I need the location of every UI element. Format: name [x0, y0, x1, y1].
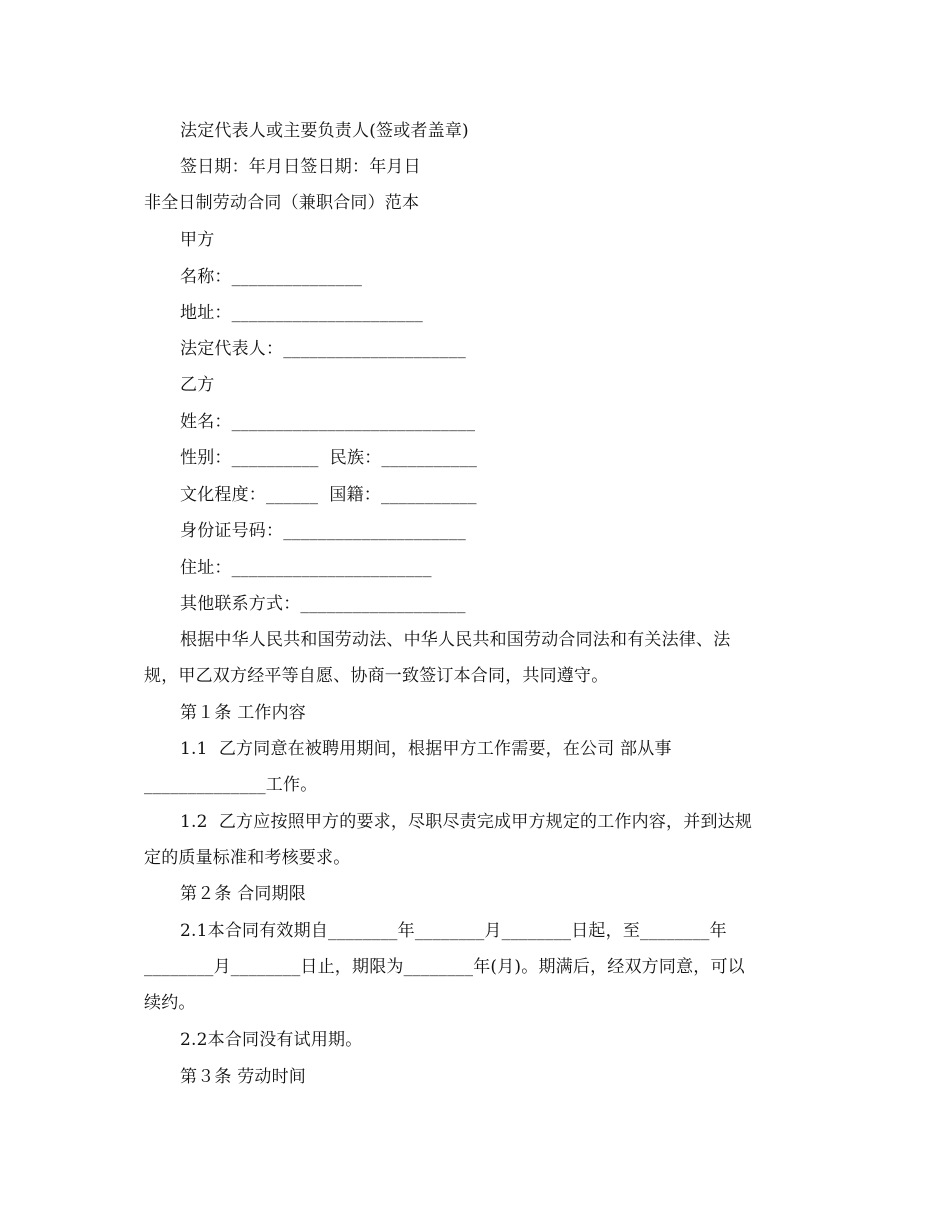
preamble-line-2: 规，甲乙双方经平等自愿、协商一致签订本合同，共同遵守。 [144, 666, 609, 686]
clause-1-2-line-1: 1.2 乙方应按照甲方的要求，尽职尽责完成甲方规定的工作内容，并到达规 [180, 812, 753, 832]
party-b-contact-field: 其他联系方式：___________________ [180, 594, 466, 614]
article-2-heading: 第２条 合同期限 [180, 884, 307, 904]
signature-date-line: 签日期：年月日签日期：年月日 [180, 157, 421, 177]
party-a-heading: 甲方 [180, 230, 215, 250]
clause-2-2: 2.2本合同没有试用期。 [180, 1030, 363, 1050]
party-b-id-number-field: 身份证号码：_____________________ [180, 521, 466, 541]
preamble-line-1: 根据中华人民共和国劳动法、中华人民共和国劳动合同法和有关法律、法 [180, 630, 731, 650]
clause-1-1-line-2: ______________工作。 [144, 775, 318, 795]
party-b-heading: 乙方 [180, 375, 215, 395]
clause-1-2-line-2: 定的质量标准和考核要求。 [144, 848, 351, 868]
party-b-name-field: 姓名：____________________________ [180, 412, 476, 432]
party-b-gender-ethnicity-field: 性别：__________ 民族：___________ [180, 448, 478, 468]
party-b-education-nationality-field: 文化程度：______ 国籍：___________ [180, 485, 477, 505]
clause-2-1-line-1: 2.1本合同有效期自________年________月________日起，至________年 [180, 921, 727, 941]
signature-line-legal-rep: 法定代表人或主要负责人(签或者盖章) [180, 121, 469, 141]
party-a-legal-rep-field: 法定代表人：_____________________ [180, 339, 466, 359]
party-b-address-field: 住址：_______________________ [180, 558, 432, 578]
party-a-address-field: 地址：______________________ [180, 303, 423, 323]
party-a-name-field: 名称：_______________ [180, 267, 363, 287]
clause-1-1-line-1: 1.1 乙方同意在被聘用期间，根据甲方工作需要，在公司 部从事 [180, 739, 672, 759]
document-title: 非全日制劳动合同（兼职合同）范本 [144, 193, 420, 213]
clause-2-1-line-3: 续约。 [144, 993, 196, 1013]
clause-2-1-line-2: ________月________日止，期限为________年(月)。期满后，经双方同意，可以 [144, 957, 745, 977]
article-3-heading: 第３条 劳动时间 [180, 1067, 307, 1087]
article-1-heading: 第１条 工作内容 [180, 703, 307, 723]
